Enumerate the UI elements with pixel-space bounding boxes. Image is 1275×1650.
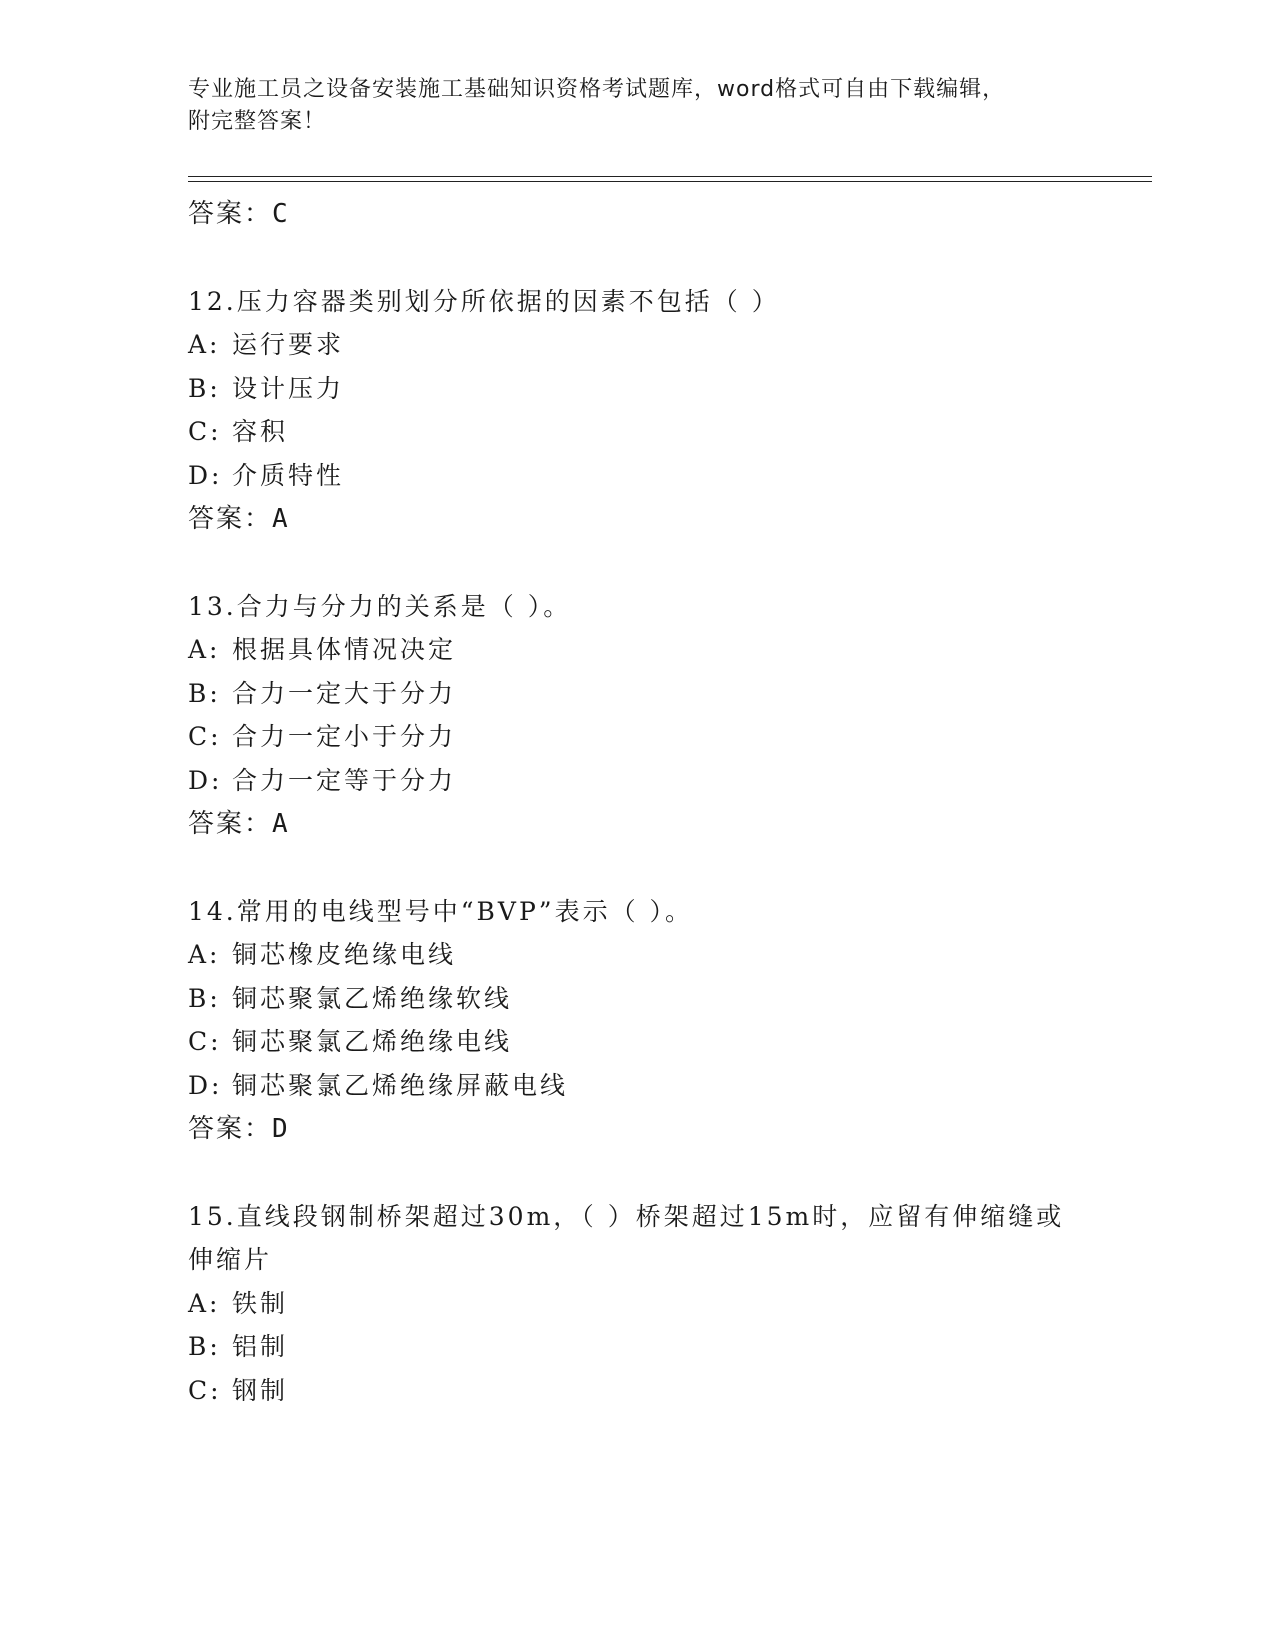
answer-label: 答案： <box>188 1114 273 1144</box>
question-13: 13.合力与分力的关系是（ ）。 <box>188 592 572 621</box>
q15-option-b <box>188 1327 288 1363</box>
option-text: 合力一定等于分力 <box>232 766 457 795</box>
question-15-line-1: 15.直线段钢制桥架超过30m，（ ）桥架超过15m时，应留有伸缩缝或 <box>188 1202 1065 1231</box>
option-text: 容积 <box>232 417 289 446</box>
option-text: 合力一定大于分力 <box>232 679 457 708</box>
header-line-1: 专业施工员之设备安装施工基础知识资格考试题库，word格式可自由下载编辑， <box>188 77 1006 102</box>
option-label: A: <box>188 940 221 969</box>
answer-label: 答案： <box>188 504 273 534</box>
answer-11 <box>188 193 290 230</box>
option-label: B: <box>188 1332 221 1361</box>
q12-option-a <box>188 325 344 361</box>
option-text: 设计压力 <box>232 374 345 403</box>
option-label: B: <box>188 679 221 708</box>
q14-option-d <box>188 1066 568 1102</box>
option-text: 铝制 <box>232 1332 289 1361</box>
q13-option-b <box>188 674 456 710</box>
option-label: B: <box>188 374 221 403</box>
option-label: C: <box>188 722 222 751</box>
option-text: 根据具体情况决定 <box>232 635 457 664</box>
q12-option-b <box>188 369 344 405</box>
option-label: B: <box>188 984 221 1013</box>
answer-12 <box>188 498 290 535</box>
question-15-line-2: 伸缩片 <box>188 1245 273 1274</box>
q15-option-a <box>188 1284 288 1320</box>
option-label: A: <box>188 635 221 664</box>
q13-option-a <box>188 630 456 666</box>
option-text: 铜芯聚氯乙烯绝缘软线 <box>232 984 513 1013</box>
question-14: 14.常用的电线型号中“BVP”表示（ ）。 <box>188 897 694 926</box>
answer-label: 答案： <box>188 199 273 229</box>
answer-value: C <box>272 199 290 229</box>
option-text: 铜芯橡皮绝缘电线 <box>232 940 457 969</box>
option-text: 铁制 <box>232 1289 289 1318</box>
header-divider-bottom <box>188 181 1152 182</box>
option-label: D: <box>188 1071 223 1100</box>
option-label: C: <box>188 417 222 446</box>
q14-option-b <box>188 979 512 1015</box>
answer-value: D <box>272 1114 290 1144</box>
q13-option-d <box>188 761 456 797</box>
q13-option-c <box>188 717 456 753</box>
q14-option-a <box>188 935 456 971</box>
option-text: 合力一定小于分力 <box>232 722 457 751</box>
answer-label: 答案： <box>188 809 273 839</box>
q12-option-d <box>188 456 344 492</box>
option-text: 铜芯聚氯乙烯绝缘屏蔽电线 <box>232 1071 569 1100</box>
option-label: D: <box>188 766 223 795</box>
option-label: A: <box>188 1289 221 1318</box>
answer-14 <box>188 1108 290 1145</box>
answer-value: A <box>272 809 290 839</box>
answer-13 <box>188 803 290 840</box>
q12-option-c <box>188 412 288 448</box>
header-line-2: 附完整答案！ <box>188 109 327 134</box>
q15-option-c <box>188 1371 288 1407</box>
option-text: 介质特性 <box>232 461 345 490</box>
header-divider-top <box>188 176 1152 177</box>
question-12: 12.压力容器类别划分所依据的因素不包括（ ） <box>188 287 780 316</box>
option-label: A: <box>188 330 221 359</box>
q14-option-c <box>188 1022 512 1058</box>
option-text: 钢制 <box>232 1376 289 1405</box>
answer-value: A <box>272 504 290 534</box>
option-label: C: <box>188 1027 222 1056</box>
option-text: 铜芯聚氯乙烯绝缘电线 <box>232 1027 513 1056</box>
document-header <box>188 74 1088 138</box>
option-label: D: <box>188 461 223 490</box>
option-label: C: <box>188 1376 222 1405</box>
option-text: 运行要求 <box>232 330 345 359</box>
